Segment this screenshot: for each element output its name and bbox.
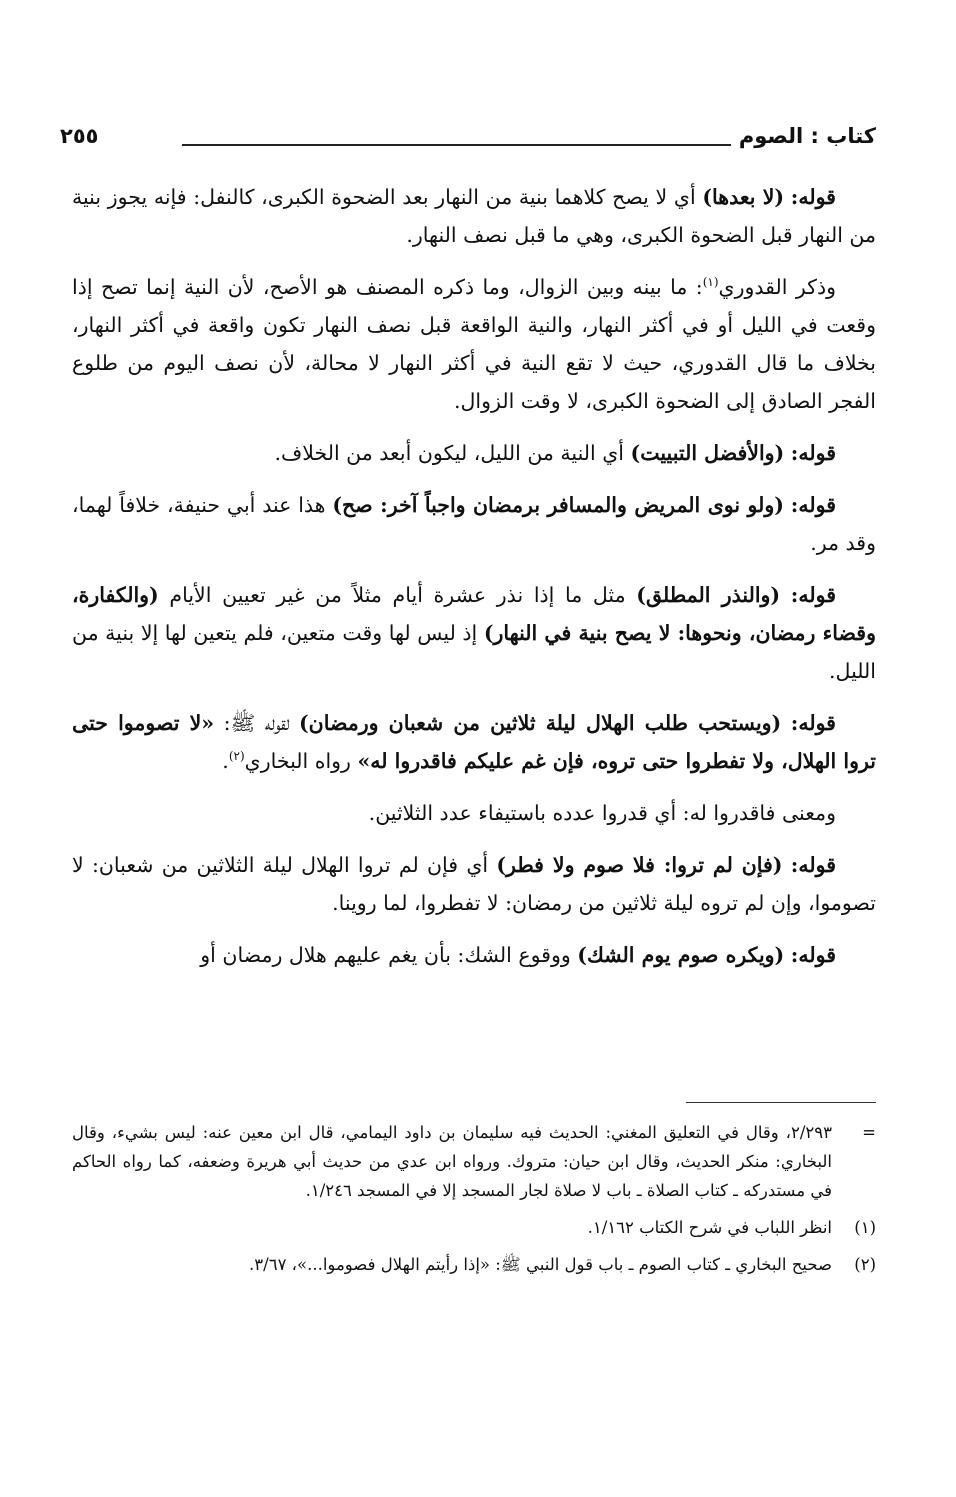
keyword: قوله: (790, 493, 836, 517)
commentary: ومعنى فاقدروا له: أي قدروا عدده باستيفاء عدد الثلاثين. (368, 801, 836, 825)
paragraph-3 (72, 434, 876, 472)
footnote-text: انظر اللباب في شرح الكتاب ١/١٦٢. (587, 1218, 832, 1237)
page-number: ٢٥٥ (60, 124, 99, 148)
hadith-quote: «لا تصوموا حتى تروا الهلال، ولا تفطروا حتى تروه، فإن غم عليكم فاقدروا له» (72, 711, 876, 773)
commentary: هذا عند أبي حنيفة، خلافاً لهما، وقد مر. (72, 493, 876, 555)
footnote-continued (72, 1118, 876, 1205)
quoted-text: (ويكره صوم يوم الشك) (577, 943, 785, 967)
keyword: قوله: (790, 711, 836, 735)
quoted-text: (ولو نوى المريض والمسافر برمضان واجباً آخر: صح) (332, 493, 784, 517)
header-rule (182, 144, 731, 146)
quoted-text: (ويستحب طلب الهلال ليلة ثلاثين من شعبان ورمضان) (298, 711, 782, 735)
page-header (60, 118, 876, 158)
quoted-text: (لا بعدها) (702, 185, 785, 209)
quoted-text: (فإن لم تروا: فلا صوم ولا فطر) (496, 853, 783, 877)
commentary: رواه البخاري (244, 749, 358, 773)
footnotes (72, 1118, 876, 1287)
commentary: أي لا يصح كلاهما بنية من النهار بعد الضحوة الكبرى، كالنفل: فإنه يجوز بنية من النهار قبل الضحوة الكبرى، وهي ما قبل نصف النهار. (72, 185, 876, 247)
keyword: قوله: (790, 185, 836, 209)
footnote-separator (686, 1102, 876, 1103)
paragraph-4 (72, 486, 876, 562)
footnote-ref-2[interactable]: (٢) (228, 749, 245, 764)
quoted-text: (والأفضل التبييت) (630, 441, 785, 465)
keyword: قوله: (790, 583, 836, 607)
chapter-title: كتاب : الصوم (738, 124, 876, 148)
commentary: أي فإن لم تروا الهلال ليلة الثلاثين من شعبان: لا تصوموا، وإن لم تروه ليلة ثلاثين من رمضان: لا تفطروا، لما روينا. (72, 853, 876, 915)
commentary: : ما بينه وبين الزوال، وما ذكره المصنف هو الأصح، لأن النية إنما تصح إذا وقعت في الليل أو في أكثر النهار، والنية الواقعة قبل نصف النهار تكون واقعة في أكثر النهار، بخلاف ما قال القدوري، حيث لا تقع النية في أكثر النهار لا محالة، لأن نصف اليوم من طلوع الفجر الصادق إلى الضحوة الكبرى، لا وقت الزوال. (72, 275, 876, 413)
footnote-2 (72, 1250, 876, 1279)
paragraph-1 (72, 178, 876, 254)
keyword: قوله: (790, 943, 836, 967)
commentary: . (222, 749, 229, 773)
footnote-mark: = (862, 1123, 876, 1142)
commentary: أي النية من الليل، ليكون أبعد من الخلاف. (274, 441, 631, 465)
keyword: قوله: (790, 853, 836, 877)
commentary: لقوله ﷺ: (214, 711, 299, 735)
paragraph-5 (72, 576, 876, 690)
footnote-mark: (٢) (854, 1255, 876, 1274)
paragraph-6 (72, 704, 876, 780)
main-text (72, 178, 876, 988)
footnote-mark: (١) (854, 1218, 876, 1237)
commentary: ووقوع الشك: بأن يغم عليهم هلال رمضان أو (200, 943, 578, 967)
keyword: قوله: (790, 441, 836, 465)
quoted-text: (والنذر المطلق) (636, 583, 781, 607)
paragraph-7 (72, 794, 876, 832)
paragraph-8 (72, 846, 876, 922)
commentary: وذكر القدوري (718, 275, 836, 299)
footnote-text: صحيح البخاري ـ كتاب الصوم ـ باب قول النبي ﷺ: «إذا رأيتم الهلال فصوموا...»، ٣/٦٧. (249, 1255, 832, 1274)
commentary: إذ ليس لها وقت متعين، فلم يتعين لها إلا بنية من الليل. (72, 621, 876, 683)
footnote-ref-1[interactable]: (١) (702, 275, 719, 290)
footnote-text: ٢/٢٩٣، وقال في التعليق المغني: الحديث فيه سليمان بن داود اليمامي، قال ابن معين عنه: ليس بشيء، وقال البخاري: منكر الحديث، وقال ابن حيان: متروك. ورواه ابن عدي من حديث أبي هريرة وضعفه، كما رواه الحاكم في مستدركه ـ كتاب الصلاة ـ باب لا صلاة لجار المسجد إلا في المسجد ١/٢٤٦. (72, 1123, 832, 1200)
paragraph-9 (72, 936, 876, 974)
footnote-1 (72, 1213, 876, 1242)
quoted-text: (والكفارة، وقضاء رمضان، ونحوها: لا يصح بنية في النهار) (72, 583, 877, 645)
paragraph-2 (72, 268, 876, 420)
commentary: مثل ما إذا نذر عشرة أيام مثلاً من غير تعيين الأيام (158, 583, 637, 607)
